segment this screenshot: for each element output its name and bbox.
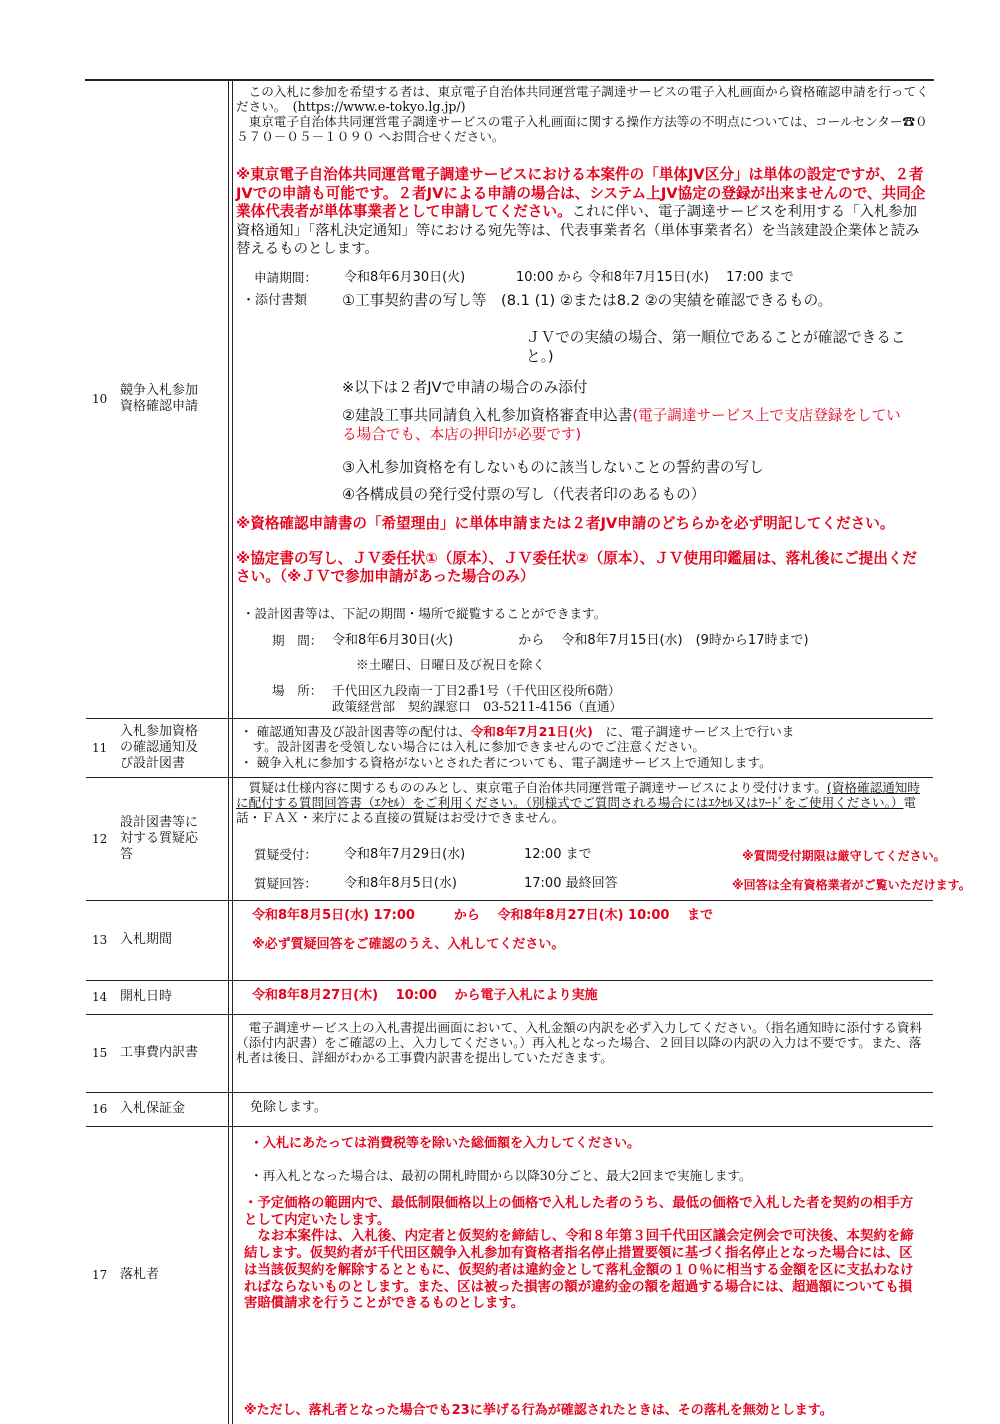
table-row: [86, 1092, 933, 1127]
design-docs-intro: ・設計図書等は、下記の期間・場所で縦覧することができます。: [242, 606, 607, 621]
bidding-warning: ※必ず質疑回答をご確認のうえ、入札してください。: [252, 937, 565, 952]
row-label: 競争入札参加 資格確認申請: [120, 383, 199, 414]
conditions-table: [85, 79, 971, 1418]
row-number: 12: [92, 831, 108, 846]
design-exclusion: ※土曜日、日曜日及び祝日を除く: [356, 657, 545, 672]
table-row: [86, 718, 933, 778]
row-number: 13: [92, 933, 108, 947]
attachment-3: ③入札参加資格を有しないものに該当しないことの誓約書の写し: [342, 459, 764, 476]
attachment-1-note: ＪＶでの実績の場合、第一順位であることが確認できること。): [526, 329, 906, 365]
attach-label: ・添付書類: [242, 293, 308, 308]
design-period-label: 期 間：: [272, 633, 323, 648]
row-number: 16: [92, 1102, 108, 1116]
row-label: 工事費内訳書: [120, 1045, 199, 1060]
table-row: [86, 80, 933, 719]
row-number: 17: [92, 1268, 108, 1282]
row-label: 開札日時: [120, 989, 173, 1004]
inquiry-answer-time: 17:00 最終回答: [524, 876, 618, 891]
attachment-1: ①工事契約書の写し等 (8.1 (1) ②または8.2 ②の実績を確認できるもの。: [342, 292, 833, 309]
attachment-2: ②建設工事共同請負入札参加資格審査申込書(電子調達サービス上で支店登録をしている場合でも、本店の押印が必要です): [342, 407, 901, 443]
period-label: 申請期間：: [254, 270, 317, 285]
row-label: 設計図書等に 対する質疑応 答: [120, 814, 199, 862]
row-number: 10: [92, 392, 108, 406]
jv-notice: ※東京電子自治体共同運営電子調達サービスにおける本案件の「単体JV区分」は単体の設定ですが、２者JVでの申請も可能です。２者JVによる申請の場合は、システム上JV協定の登録が出来ませんので、共同企業体代表者が単体事業者として申請してください。これに伴い、電子調達サービスを利用する「入札参加資格通知」「落札決定通知」等における宛先等は、代表事業者名（単体事業者名）を当該建設企業体と読み替えるものとします。: [236, 166, 926, 257]
table-row: [86, 1014, 933, 1093]
inquiry-receive-label: 質疑受付：: [254, 847, 317, 862]
winner-determination: ・予定価格の範囲内で、最低制限価格以上の価格で入札した者のうち、最低の価格で入札した者を契約の相手方として内定いたします。 なお本案件は、入札後、内定者と仮契約を締結し、令和８年第３回千代田区議会定例会で可決後、本契約を締結します。仮契約者が千代田区競争入札参加有資格者指名停止措置要領に基づく指名停止となった場合には、区は当該仮契約を解除するとともに、仮契約者は違約金として落札金額の１０％に相当する金額を区に支払わなければならないものとします。また、区は被った損害の額が違約金の額を超過する場合には、超過額についても損害賠償請求を行うことができるものとします。: [244, 1196, 914, 1312]
application-intro: この入札に参加を希望する者は、東京電子自治体共同運営電子調達サービスの電子入札画面から資格確認申請を行ってください。 (https://www.e-tokyo.lg.jp/) 東京電子自治体共同運営電子調達サービスの電子入札画面に関する操作方法等の不明点については、コールセンター☎０５７０－０５－１０９０ へお問合せください。: [236, 84, 929, 144]
period-start: 令和8年6月30日(火): [344, 270, 466, 285]
attachment-4: ④各構成員の発行受付票の写し（代表者印のあるもの）: [342, 486, 706, 503]
design-period: 令和8年6月30日(火) から 令和8年7月15日(水) (9時から17時まで): [332, 633, 809, 648]
rebid-note: ・再入札となった場合は、最初の開札時間から以降30分ごと、最大2回まで実施します。: [250, 1168, 752, 1183]
inquiry-receive-date: 令和8年7月29日(水): [344, 847, 466, 862]
inquiry-text: 質疑は仕様内容に関するもののみとし、東京電子自治体共同運営電子調達サービスにより受付けます。(資格確認通知時に配付する質問回答書（ｴｸｾﾙ）をご利用ください。（別様式でご質問される場合にはｴｸｾﾙ又はﾜｰﾄﾞをご使用ください。）電話・ＦＡＸ・来庁による直接の質疑はお受けできません。: [236, 780, 920, 825]
table-row: [86, 980, 933, 1015]
invalidation-note: ※ただし、落札者となった場合でも23に挙げる行為が確認されたときは、その落札を無効とします。: [244, 1403, 833, 1418]
inquiry-deadline-note: ※質問受付期限は厳守してください。: [742, 849, 946, 863]
tax-exclusion-note: ・入札にあたっては消費税等を除いた総価額を入力してください。: [250, 1136, 641, 1151]
table-row: [86, 777, 971, 901]
contract-office: 政策経営部 契約課窓口 03-5211-4156（直通）: [332, 699, 623, 714]
table-row: [86, 1126, 933, 1424]
delivery-notice: ・ 確認通知書及び設計図書等の配付は、令和8年7月21日(火) に、電子調達サービス上で行いま: [240, 724, 795, 739]
table-row: [86, 900, 933, 981]
inquiry-answer-date: 令和8年8月5日(水): [344, 876, 457, 891]
period-end: 10:00 から 令和8年7月15日(水) 17:00 まで: [516, 270, 794, 285]
row-label: 落札者: [120, 1267, 160, 1282]
row-label: 入札期間: [120, 932, 173, 947]
delivery-notice-cont: す。設計図書を受領しない場合には入札に参加できませんのでご注意ください。: [240, 739, 705, 754]
design-place-label: 場 所：: [272, 683, 323, 698]
bidding-period: 令和8年8月5日(水) 17:00 から 令和8年8月27日(木) 10:00 まで: [252, 908, 713, 923]
opening-datetime: 令和8年8月27日(木) 10:00 から電子入札により実施: [252, 988, 598, 1003]
inquiry-answer-note: ※回答は全有資格業者がご覧いただけます。: [732, 878, 971, 892]
inquiry-receive-time: 12:00 まで: [524, 847, 592, 862]
inquiry-answer-label: 質疑回答：: [254, 876, 317, 891]
row-label: 入札参加資格 の確認通知及 び設計図書: [120, 723, 199, 771]
row-number: 11: [92, 740, 108, 755]
application-warning: ※資格確認申請書の「希望理由」に単体申請または２者JV申請のどちらかを必ず明記してください。: [236, 515, 895, 532]
row-number: 14: [92, 990, 108, 1004]
row-label: 入札保証金: [120, 1101, 186, 1116]
design-place: 千代田区九段南一丁目2番1号（千代田区役所6階）: [332, 683, 621, 698]
ineligible-notice: ・ 競争入札に参加する資格がないとされた者についても、電子調達サービス上で通知します。: [240, 755, 772, 770]
row-number: 15: [92, 1046, 108, 1060]
jv-documents-warning: ※協定書の写し、ＪＶ委任状①（原本）、ＪＶ委任状②（原本）、ＪＶ使用印鑑届は、落札後にご提出ください。（※ＪＶで参加申請があった場合のみ）: [236, 550, 918, 585]
bid-bond-text: 免除します。: [250, 1100, 327, 1115]
jv-only-note: ※以下は２者JVで申請の場合のみ添付: [342, 379, 588, 396]
cost-breakdown-text: 電子調達サービス上の入札書提出画面において、入札金額の内訳を必ず入力してください。（指名通知時に添付する資料（添付内訳書）をご確認の上、入力してください。）再入札となった場合、２回目以降の内訳の入力は不要です。また、落札者は後日、詳細がわかる工事費内訳書を提出していただきます。: [236, 1020, 923, 1065]
